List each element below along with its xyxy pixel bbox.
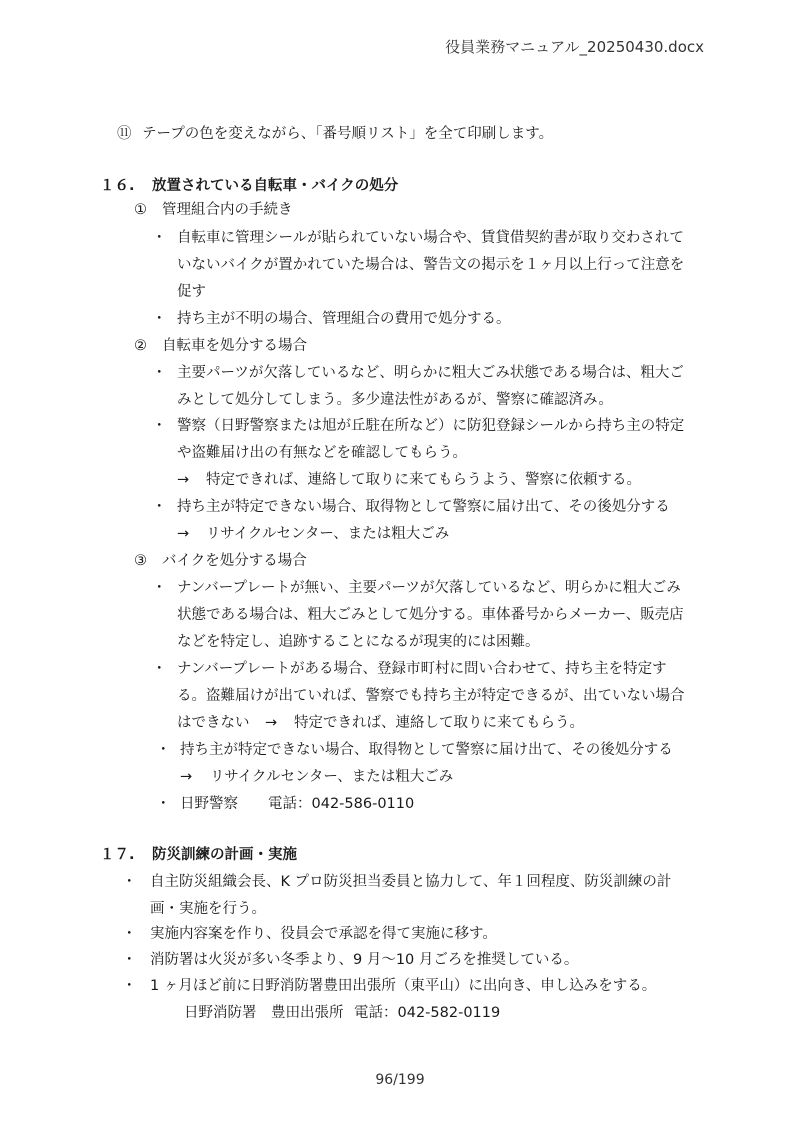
sub2-b2-line2: や盗難届け出の有無などを確認してもらう。 — [177, 445, 467, 461]
arrow-icon: → — [265, 715, 278, 731]
section16-title: 放置されている自転車・バイクの処分 — [152, 178, 399, 194]
bullet-icon: ・ — [122, 874, 137, 890]
section17-b4-name: 日野消防署 豊田出張所 — [184, 1005, 344, 1021]
section17-b1-line1: 自主防災組織会長、K プロ防災担当委員と協力して、年１回程度、防災訓練の計 — [150, 874, 672, 890]
sub3-b2-line2: る。盗難届けが出ていれば、警察でも持ち主が特定できるが、出ていない場合 — [177, 688, 685, 704]
sub2-marker: ② — [134, 338, 147, 354]
sub3-b3-line1: 持ち主が特定できない場合、取得物として警察に届け出て、その後処分する — [180, 742, 673, 758]
bullet-icon: ・ — [156, 796, 171, 812]
section17-b4-phone: 電話：042-582-0119 — [354, 1005, 501, 1021]
sub1-b1-line3: 促す — [177, 284, 206, 300]
section17-number: １７. — [100, 847, 135, 863]
sub3-marker: ③ — [134, 553, 147, 569]
header-filename: 役員業務マニュアル_20250430.docx — [445, 38, 704, 56]
sub2-b3-line1: 持ち主が特定できない場合、取得物として警察に届け出て、その後処分する — [177, 499, 670, 515]
sub3-b4-name: 日野警察 — [180, 796, 238, 812]
bullet-icon: ・ — [122, 978, 137, 994]
sub1-b1-line1: 自転車に管理シールが貼られていない場合や、賃貸借契約書が取り交わされて — [177, 230, 684, 246]
sub2-b2-line1: 警察（日野警察または旭が丘駐在所など）に防犯登録シールから持ち主の特定 — [177, 418, 685, 434]
sub2-title: 自転車を処分する場合 — [162, 338, 307, 354]
bullet-icon: ・ — [152, 418, 167, 434]
arrow-icon: → — [180, 769, 193, 785]
intro-text: テープの色を変えながら、「番号順リスト」を全て印刷します。 — [142, 126, 554, 142]
section17-b1-line2: 画・実施を行う。 — [150, 901, 266, 917]
sub2-b1-line1: 主要パーツが欠落しているなど、明らかに粗大ごみ状態である場合は、粗大ご — [177, 365, 684, 381]
bullet-icon: ・ — [152, 311, 167, 327]
sub3-b4-phone: 電話：042-586-0110 — [268, 796, 415, 812]
section17-b4-line1: 1 ヶ月ほど前に日野消防署豊田出張所（東平山）に出向き、申し込みをする。 — [150, 978, 657, 994]
bullet-icon: ・ — [122, 952, 137, 968]
sub2-b2-line3: 特定できれば、連絡して取りに来てもらうよう、警察に依頼する。 — [206, 472, 641, 488]
section17-b2: 実施内容案を作り、役員会で承認を得て実施に移す。 — [150, 926, 497, 942]
sub1-b2: 持ち主が不明の場合、管理組合の費用で処分する。 — [177, 311, 511, 327]
sub3-b1-line1: ナンバープレートが無い、主要パーツが欠落しているなど、明らかに粗大ごみ — [177, 580, 681, 596]
page-number: 96/199 — [375, 1072, 425, 1088]
bullet-icon: ・ — [152, 499, 167, 515]
bullet-icon: ・ — [156, 742, 171, 758]
sub1-marker: ① — [134, 202, 147, 218]
sub3-b2-line1: ナンバープレートがある場合、登録市町村に問い合わせて、持ち主を特定す — [177, 661, 667, 677]
sub3-title: バイクを処分する場合 — [162, 553, 307, 569]
section17-title: 防災訓練の計画・実施 — [152, 847, 297, 863]
bullet-icon: ・ — [152, 230, 167, 246]
sub3-b2-line3b: 特定できれば、連絡して取りに来てもらう。 — [294, 715, 584, 731]
section17-b3: 消防署は火災が多い冬季より、9 月～10 月ごろを推奨している。 — [150, 952, 579, 968]
sub3-b2-line3a: はできない — [177, 715, 250, 731]
sub2-b3-line2: リサイクルセンター、または粗大ごみ — [206, 526, 450, 542]
sub2-b1-line2: みとして処分してしまう。多少違法性があるが、警察に確認済み。 — [177, 392, 613, 408]
bullet-icon: ・ — [152, 580, 167, 596]
sub3-b1-line3: などを特定し、追跡することになるが現実的には困難。 — [177, 634, 540, 650]
bullet-icon: ・ — [152, 365, 167, 381]
sub1-b1-line2: いないバイクが置かれていた場合は、警告文の掲示を１ヶ月以上行って注意を — [177, 257, 685, 273]
bullet-icon: ・ — [152, 661, 167, 677]
bullet-icon: ・ — [122, 926, 137, 942]
section16-number: １６. — [100, 178, 135, 194]
sub3-b3-line2: リサイクルセンター、または粗大ごみ — [210, 769, 454, 785]
sub3-b1-line2: 状態である場合は、粗大ごみとして処分する。車体番号からメーカー、販売店 — [177, 607, 684, 623]
intro-marker: ⑪ — [117, 126, 132, 142]
sub1-title: 管理組合内の手続き — [162, 202, 293, 218]
arrow-icon: → — [177, 526, 190, 542]
arrow-icon: → — [177, 472, 190, 488]
